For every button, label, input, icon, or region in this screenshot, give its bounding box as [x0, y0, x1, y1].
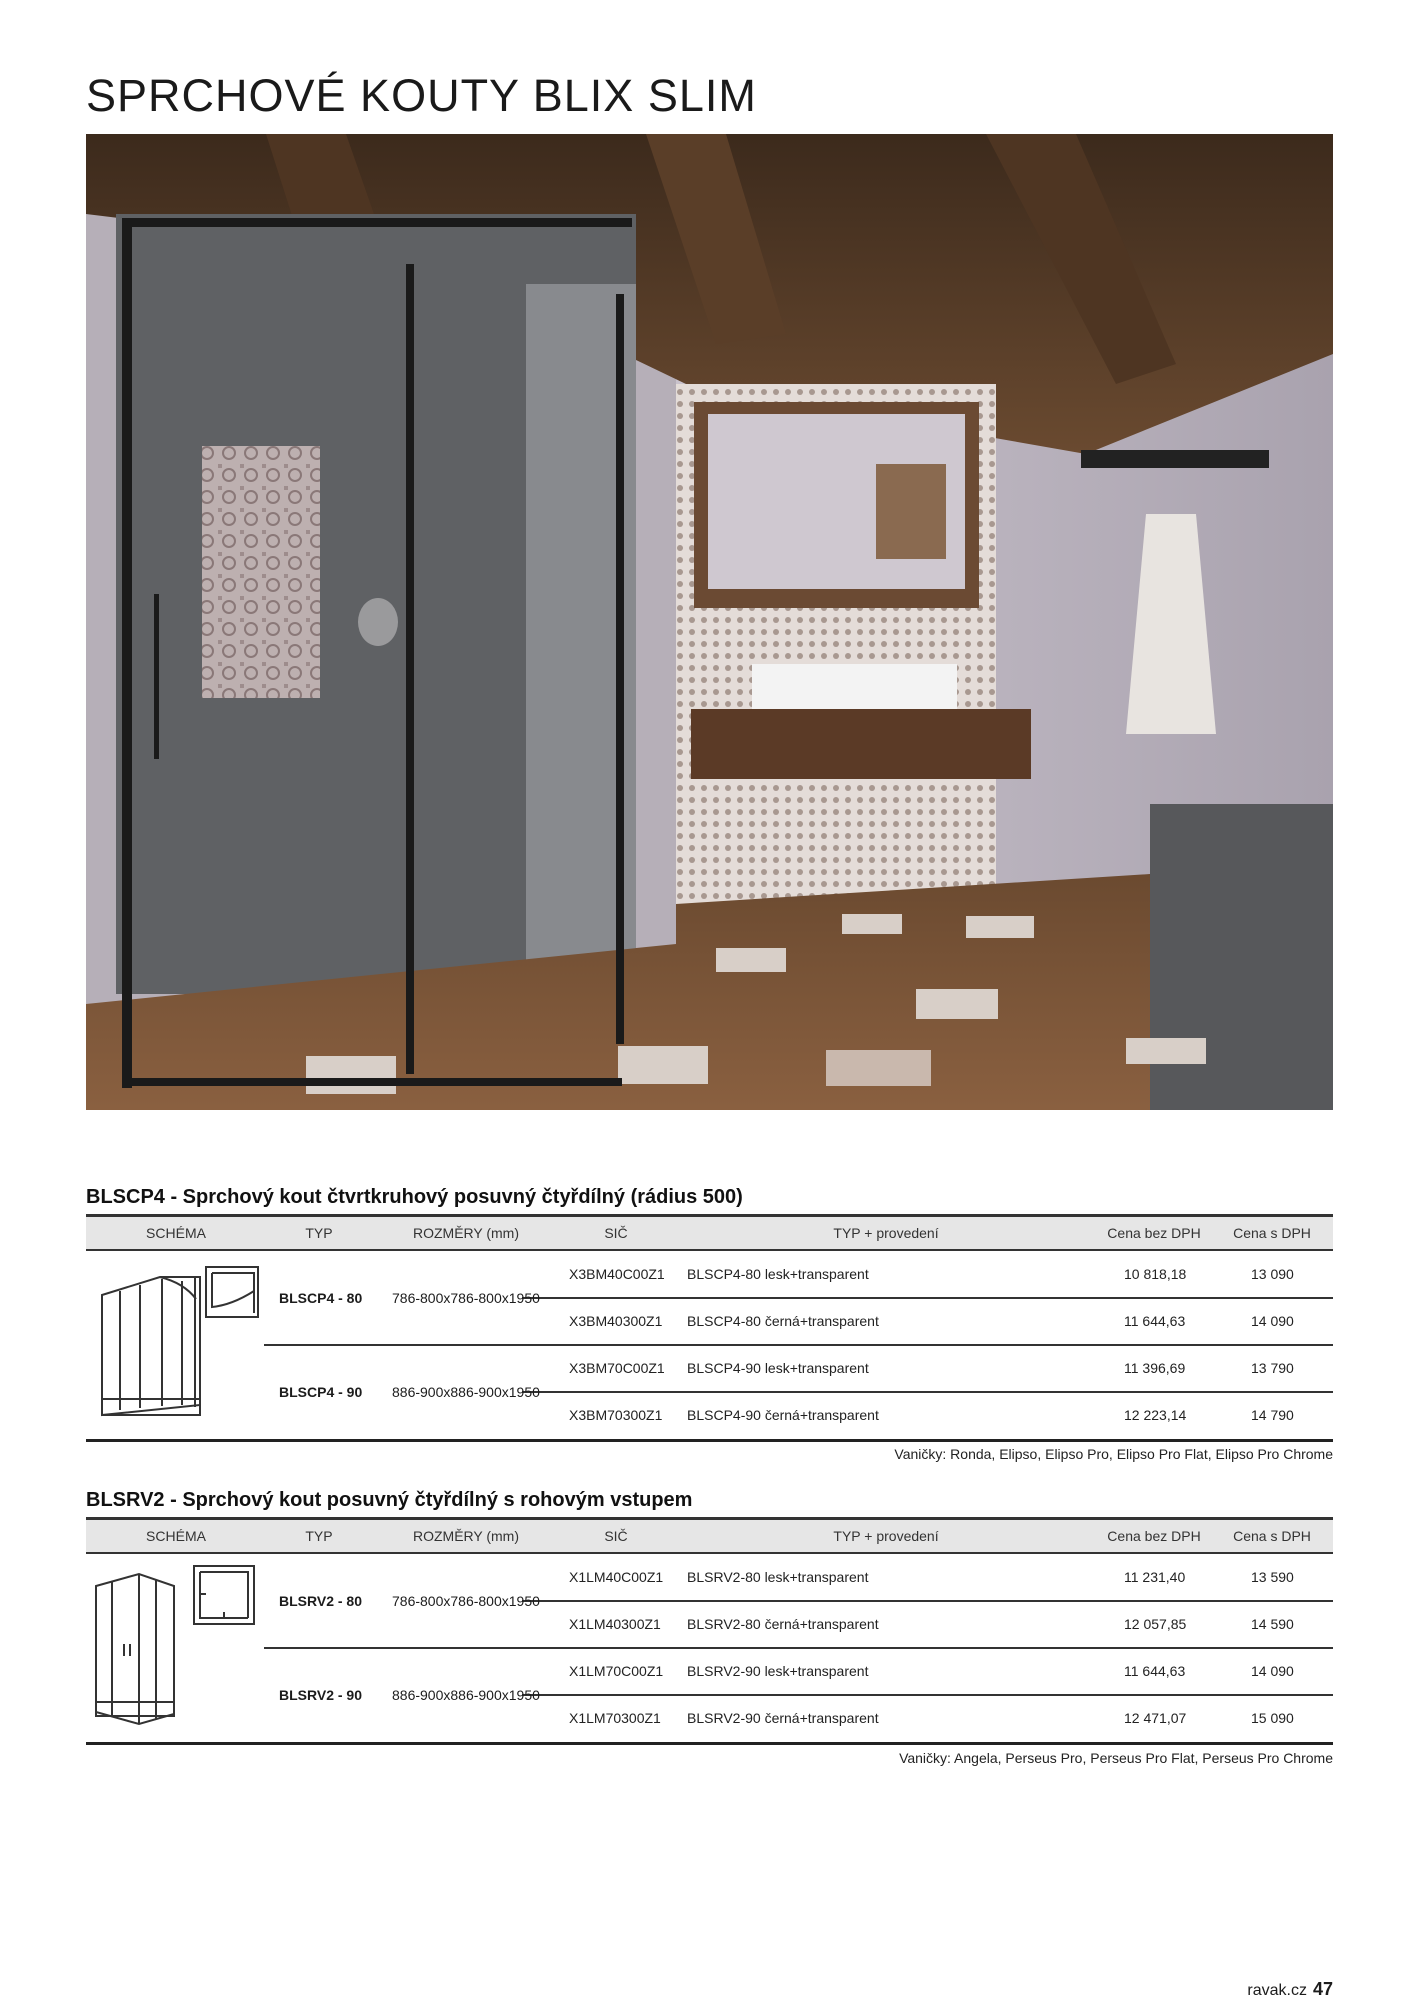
- product-variant: BLSCP4-80 černá+transparent: [687, 1313, 879, 1329]
- group-dims: 786-800x786-800x1950: [392, 1290, 540, 1306]
- group-type: BLSCP4 - 80: [279, 1290, 363, 1306]
- group-dims: 886-900x886-900x1950: [392, 1687, 540, 1703]
- table-body: [86, 1554, 1333, 1745]
- product-variant: BLSRV2-90 lesk+transparent: [687, 1663, 869, 1679]
- table-row: [86, 1298, 1333, 1345]
- section-title: BLSRV2 - Sprchový kout posuvný čtyřdílný s rohovým vstupem: [86, 1489, 693, 1511]
- table-row: [86, 1251, 1333, 1298]
- product-variant: BLSRV2-80 lesk+transparent: [687, 1569, 869, 1585]
- product-code: X3BM70300Z1: [569, 1407, 663, 1423]
- page-number: 47: [1312, 1979, 1333, 1999]
- header-schema: SCHÉMA: [146, 1225, 206, 1241]
- table-body: [86, 1251, 1333, 1442]
- header-dims: ROZMĚRY (mm): [412, 1225, 520, 1241]
- price-net: 11 644,63: [1124, 1313, 1186, 1329]
- header-price-net: Cena bez DPH: [1107, 1528, 1201, 1544]
- header-price-gross: Cena s DPH: [1233, 1225, 1311, 1241]
- table-header: [86, 1517, 1333, 1554]
- table-row: [86, 1648, 1333, 1695]
- header-code: SIČ: [604, 1225, 628, 1241]
- header-type: TYP: [305, 1225, 333, 1241]
- table-row: [86, 1392, 1333, 1439]
- group-type: BLSRV2 - 90: [279, 1687, 362, 1703]
- product-code: X3BM70C00Z1: [569, 1360, 665, 1376]
- product-variant: BLSRV2-80 černá+transparent: [687, 1616, 879, 1632]
- table-row: [86, 1695, 1333, 1742]
- price-net: 11 644,63: [1124, 1663, 1186, 1679]
- page-title: SPRCHOVÉ KOUTY BLIX SLIM: [86, 70, 757, 121]
- product-code: X1LM70C00Z1: [569, 1663, 664, 1679]
- section-title: BLSCP4 - Sprchový kout čtvrtkruhový posuvný čtyřdílný (rádius 500): [86, 1186, 743, 1208]
- product-code: X1LM40C00Z1: [569, 1569, 664, 1585]
- footer-site: ravak.cz: [1247, 1982, 1307, 1999]
- header-price-gross: Cena s DPH: [1233, 1528, 1311, 1544]
- price-net: 12 223,14: [1124, 1407, 1187, 1423]
- price-gross: 15 090: [1251, 1710, 1294, 1726]
- header-variant: TYP + provedení: [833, 1528, 939, 1544]
- price-net: 10 818,18: [1124, 1266, 1187, 1282]
- header-dims: ROZMĚRY (mm): [412, 1528, 520, 1544]
- product-variant: BLSRV2-90 černá+transparent: [687, 1710, 879, 1726]
- product-variant: BLSCP4-80 lesk+transparent: [687, 1266, 869, 1282]
- table-row: [86, 1345, 1333, 1392]
- price-net: 12 057,85: [1124, 1616, 1187, 1632]
- product-code: X1LM40300Z1: [569, 1616, 661, 1632]
- price-gross: 13 590: [1251, 1569, 1294, 1585]
- product-code: X3BM40C00Z1: [569, 1266, 665, 1282]
- header-type: TYP: [305, 1528, 333, 1544]
- price-net: 12 471,07: [1124, 1710, 1187, 1726]
- header-variant: TYP + provedení: [833, 1225, 939, 1241]
- price-gross: 14 590: [1251, 1616, 1294, 1632]
- tray-note: Vaničky: Angela, Perseus Pro, Perseus Pro Flat, Perseus Pro Chrome: [899, 1750, 1333, 1766]
- group-type: BLSCP4 - 90: [279, 1384, 363, 1400]
- product-variant: BLSCP4-90 černá+transparent: [687, 1407, 879, 1423]
- product-table: [86, 1214, 1333, 1442]
- product-code: X3BM40300Z1: [569, 1313, 663, 1329]
- tray-note: Vaničky: Ronda, Elipso, Elipso Pro, Elipso Pro Flat, Elipso Pro Chrome: [894, 1446, 1333, 1462]
- product-code: X1LM70300Z1: [569, 1710, 661, 1726]
- price-gross: 14 090: [1251, 1663, 1294, 1679]
- group-dims: 886-900x886-900x1950: [392, 1384, 540, 1400]
- table-row: [86, 1554, 1333, 1601]
- price-net: 11 396,69: [1124, 1360, 1186, 1376]
- price-net: 11 231,40: [1124, 1569, 1186, 1585]
- price-gross: 13 090: [1251, 1266, 1294, 1282]
- bathroom-photo: [86, 134, 1333, 1110]
- price-gross: 14 090: [1251, 1313, 1294, 1329]
- product-table: [86, 1517, 1333, 1745]
- header-price-net: Cena bez DPH: [1107, 1225, 1201, 1241]
- page-footer: [1247, 1979, 1333, 2000]
- table-row: [86, 1601, 1333, 1648]
- price-gross: 14 790: [1251, 1407, 1294, 1423]
- product-variant: BLSCP4-90 lesk+transparent: [687, 1360, 869, 1376]
- price-gross: 13 790: [1251, 1360, 1294, 1376]
- group-dims: 786-800x786-800x1950: [392, 1593, 540, 1609]
- header-schema: SCHÉMA: [146, 1528, 206, 1544]
- group-type: BLSRV2 - 80: [279, 1593, 362, 1609]
- header-code: SIČ: [604, 1528, 628, 1544]
- table-header: [86, 1214, 1333, 1251]
